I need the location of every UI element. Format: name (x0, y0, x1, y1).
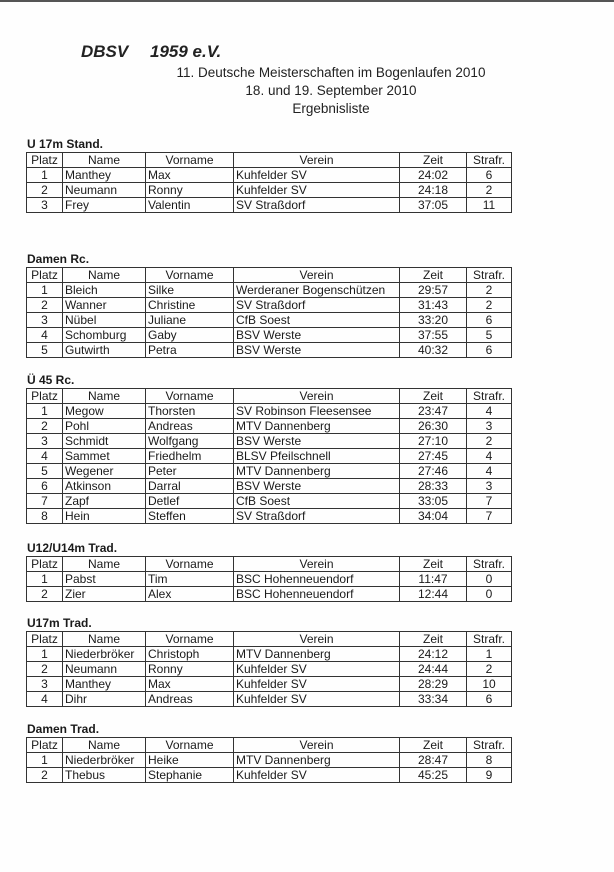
column-header-strafr: Strafr. (467, 557, 512, 572)
section-title: Damen Rc. (27, 252, 90, 266)
cell-verein: Werderaner Bogenschützen (234, 283, 400, 298)
cell-strafr: 10 (467, 677, 512, 692)
table-row (27, 183, 512, 198)
cell-verein: CfB Soest (234, 313, 400, 328)
column-header-platz: Platz (27, 389, 63, 404)
column-header-verein: Verein (234, 557, 400, 572)
cell-platz: 2 (27, 587, 63, 602)
cell-zeit: 40:32 (400, 343, 467, 358)
cell-name: Nübel (63, 313, 146, 328)
cell-zeit: 28:33 (400, 479, 467, 494)
cell-name: Megow (63, 404, 146, 419)
cell-vorname: Christine (146, 298, 234, 313)
event-title: 11. Deutsche Meisterschaften im Bogenlaufen 2010 (176, 65, 486, 80)
table-row (27, 449, 512, 464)
section-title: U 17m Stand. (27, 137, 104, 151)
results-table (26, 737, 512, 783)
cell-name: Bleich (63, 283, 146, 298)
cell-strafr: 6 (467, 692, 512, 707)
cell-zeit: 12:44 (400, 587, 467, 602)
table-row (27, 328, 512, 343)
cell-verein: SV Robinson Fleesensee (234, 404, 400, 419)
cell-name: Neumann (63, 662, 146, 677)
cell-strafr: 3 (467, 419, 512, 434)
org-founding: 1959 e.V. (150, 42, 222, 61)
cell-platz: 5 (27, 343, 63, 358)
cell-platz: 4 (27, 692, 63, 707)
table-header-row (27, 738, 512, 753)
cell-zeit: 24:44 (400, 662, 467, 677)
table-row (27, 768, 512, 783)
cell-strafr: 6 (467, 313, 512, 328)
cell-vorname: Andreas (146, 692, 234, 707)
table-header-row (27, 153, 512, 168)
cell-strafr: 11 (467, 198, 512, 213)
table-row (27, 662, 512, 677)
cell-platz: 1 (27, 283, 63, 298)
cell-verein: BSC Hohenneuendorf (234, 587, 400, 602)
cell-zeit: 27:46 (400, 464, 467, 479)
cell-verein: MTV Dannenberg (234, 419, 400, 434)
column-header-vorname: Vorname (146, 153, 234, 168)
column-header-verein: Verein (234, 153, 400, 168)
cell-strafr: 7 (467, 509, 512, 524)
column-header-name: Name (63, 557, 146, 572)
cell-vorname: Steffen (146, 509, 234, 524)
cell-verein: BSV Werste (234, 434, 400, 449)
results-section (26, 722, 511, 783)
cell-platz: 7 (27, 494, 63, 509)
column-header-verein: Verein (234, 632, 400, 647)
cell-name: Manthey (63, 677, 146, 692)
cell-zeit: 26:30 (400, 419, 467, 434)
column-header-name: Name (63, 268, 146, 283)
column-header-platz: Platz (27, 153, 63, 168)
cell-strafr: 6 (467, 168, 512, 183)
cell-vorname: Friedhelm (146, 449, 234, 464)
results-section (26, 616, 511, 707)
cell-vorname: Petra (146, 343, 234, 358)
section-title: Damen Trad. (27, 722, 100, 736)
cell-vorname: Thorsten (146, 404, 234, 419)
cell-zeit: 11:47 (400, 572, 467, 587)
cell-name: Pabst (63, 572, 146, 587)
cell-strafr: 0 (467, 587, 512, 602)
cell-name: Wanner (63, 298, 146, 313)
cell-verein: BSC Hohenneuendorf (234, 572, 400, 587)
cell-name: Zapf (63, 494, 146, 509)
cell-platz: 5 (27, 464, 63, 479)
cell-vorname: Wolfgang (146, 434, 234, 449)
cell-name: Schomburg (63, 328, 146, 343)
column-header-strafr: Strafr. (467, 632, 512, 647)
table-row (27, 283, 512, 298)
column-header-vorname: Vorname (146, 389, 234, 404)
event-date: 18. und 19. September 2010 (245, 83, 417, 98)
cell-platz: 8 (27, 509, 63, 524)
cell-platz: 2 (27, 662, 63, 677)
results-table (26, 267, 512, 358)
cell-platz: 3 (27, 677, 63, 692)
table-row (27, 419, 512, 434)
cell-zeit: 45:25 (400, 768, 467, 783)
column-header-name: Name (63, 389, 146, 404)
cell-zeit: 24:02 (400, 168, 467, 183)
cell-zeit: 34:04 (400, 509, 467, 524)
column-header-zeit: Zeit (400, 557, 467, 572)
section-title: Ü 45 Rc. (27, 373, 75, 387)
cell-zeit: 33:34 (400, 692, 467, 707)
table-row (27, 572, 512, 587)
cell-verein: Kuhfelder SV (234, 768, 400, 783)
cell-verein: Kuhfelder SV (234, 662, 400, 677)
document-title: Ergebnisliste (292, 101, 370, 116)
table-row (27, 509, 512, 524)
cell-zeit: 28:29 (400, 677, 467, 692)
cell-zeit: 37:55 (400, 328, 467, 343)
table-row (27, 587, 512, 602)
cell-strafr: 2 (467, 183, 512, 198)
cell-platz: 2 (27, 419, 63, 434)
cell-platz: 1 (27, 404, 63, 419)
column-header-verein: Verein (234, 268, 400, 283)
cell-verein: SV Straßdorf (234, 198, 400, 213)
column-header-strafr: Strafr. (467, 268, 512, 283)
cell-platz: 2 (27, 768, 63, 783)
table-row (27, 168, 512, 183)
cell-vorname: Andreas (146, 419, 234, 434)
column-header-zeit: Zeit (400, 153, 467, 168)
column-header-zeit: Zeit (400, 632, 467, 647)
cell-verein: Kuhfelder SV (234, 677, 400, 692)
cell-verein: BSV Werste (234, 343, 400, 358)
cell-zeit: 33:20 (400, 313, 467, 328)
cell-strafr: 2 (467, 283, 512, 298)
column-header-vorname: Vorname (146, 738, 234, 753)
cell-name: Atkinson (63, 479, 146, 494)
cell-verein: BSV Werste (234, 479, 400, 494)
section-title: U12/U14m Trad. (27, 541, 118, 555)
org-abbrev: DBSV (81, 42, 129, 61)
column-header-strafr: Strafr. (467, 738, 512, 753)
table-row (27, 494, 512, 509)
column-header-vorname: Vorname (146, 632, 234, 647)
cell-strafr: 2 (467, 662, 512, 677)
cell-vorname: Alex (146, 587, 234, 602)
cell-platz: 4 (27, 449, 63, 464)
org-name (81, 42, 222, 62)
cell-platz: 2 (27, 298, 63, 313)
cell-vorname: Heike (146, 753, 234, 768)
table-row (27, 692, 512, 707)
cell-zeit: 29:57 (400, 283, 467, 298)
results-section (26, 541, 511, 602)
column-header-platz: Platz (27, 632, 63, 647)
cell-zeit: 24:12 (400, 647, 467, 662)
table-header-row (27, 557, 512, 572)
column-header-verein: Verein (234, 738, 400, 753)
table-row (27, 677, 512, 692)
cell-strafr: 3 (467, 479, 512, 494)
cell-verein: SV Straßdorf (234, 298, 400, 313)
cell-strafr: 4 (467, 464, 512, 479)
column-header-zeit: Zeit (400, 268, 467, 283)
cell-name: Hein (63, 509, 146, 524)
cell-strafr: 9 (467, 768, 512, 783)
table-row (27, 298, 512, 313)
results-table (26, 152, 512, 213)
scan-top-edge (0, 0, 614, 2)
cell-verein: CfB Soest (234, 494, 400, 509)
cell-name: Frey (63, 198, 146, 213)
cell-name: Sammet (63, 449, 146, 464)
cell-platz: 1 (27, 572, 63, 587)
cell-name: Niederbröker (63, 647, 146, 662)
cell-zeit: 27:10 (400, 434, 467, 449)
cell-verein: MTV Dannenberg (234, 647, 400, 662)
table-row (27, 404, 512, 419)
results-section (26, 137, 511, 213)
cell-vorname: Ronny (146, 183, 234, 198)
column-header-zeit: Zeit (400, 738, 467, 753)
column-header-vorname: Vorname (146, 557, 234, 572)
column-header-name: Name (63, 153, 146, 168)
cell-vorname: Max (146, 168, 234, 183)
cell-name: Manthey (63, 168, 146, 183)
column-header-verein: Verein (234, 389, 400, 404)
cell-strafr: 2 (467, 434, 512, 449)
cell-platz: 1 (27, 753, 63, 768)
cell-vorname: Gaby (146, 328, 234, 343)
cell-verein: Kuhfelder SV (234, 692, 400, 707)
cell-verein: BSV Werste (234, 328, 400, 343)
cell-strafr: 7 (467, 494, 512, 509)
cell-vorname: Stephanie (146, 768, 234, 783)
cell-name: Zier (63, 587, 146, 602)
cell-verein: SV Straßdorf (234, 509, 400, 524)
cell-name: Thebus (63, 768, 146, 783)
cell-platz: 2 (27, 183, 63, 198)
table-row (27, 434, 512, 449)
column-header-name: Name (63, 738, 146, 753)
section-title: U17m Trad. (27, 616, 92, 630)
cell-vorname: Darral (146, 479, 234, 494)
cell-name: Wegener (63, 464, 146, 479)
table-row (27, 198, 512, 213)
column-header-strafr: Strafr. (467, 389, 512, 404)
cell-strafr: 6 (467, 343, 512, 358)
table-row (27, 753, 512, 768)
cell-zeit: 37:05 (400, 198, 467, 213)
cell-name: Neumann (63, 183, 146, 198)
table-row (27, 464, 512, 479)
cell-verein: Kuhfelder SV (234, 168, 400, 183)
cell-strafr: 5 (467, 328, 512, 343)
results-table (26, 631, 512, 707)
cell-name: Schmidt (63, 434, 146, 449)
results-table (26, 388, 512, 524)
cell-vorname: Juliane (146, 313, 234, 328)
results-section (26, 252, 511, 358)
column-header-name: Name (63, 632, 146, 647)
table-header-row (27, 389, 512, 404)
results-table (26, 556, 512, 602)
cell-zeit: 24:18 (400, 183, 467, 198)
cell-verein: BLSV Pfeilschnell (234, 449, 400, 464)
cell-vorname: Silke (146, 283, 234, 298)
cell-zeit: 31:43 (400, 298, 467, 313)
cell-zeit: 23:47 (400, 404, 467, 419)
cell-platz: 4 (27, 328, 63, 343)
cell-name: Dihr (63, 692, 146, 707)
table-row (27, 647, 512, 662)
column-header-strafr: Strafr. (467, 153, 512, 168)
cell-vorname: Ronny (146, 662, 234, 677)
cell-platz: 3 (27, 434, 63, 449)
table-row (27, 313, 512, 328)
cell-zeit: 28:47 (400, 753, 467, 768)
cell-name: Pohl (63, 419, 146, 434)
cell-verein: MTV Dannenberg (234, 464, 400, 479)
column-header-platz: Platz (27, 738, 63, 753)
table-row (27, 479, 512, 494)
cell-platz: 1 (27, 168, 63, 183)
table-header-row (27, 632, 512, 647)
cell-verein: MTV Dannenberg (234, 753, 400, 768)
cell-platz: 1 (27, 647, 63, 662)
table-header-row (27, 268, 512, 283)
cell-vorname: Christoph (146, 647, 234, 662)
cell-strafr: 8 (467, 753, 512, 768)
results-section (26, 373, 511, 524)
cell-strafr: 1 (467, 647, 512, 662)
cell-vorname: Tim (146, 572, 234, 587)
cell-name: Niederbröker (63, 753, 146, 768)
cell-vorname: Detlef (146, 494, 234, 509)
cell-vorname: Max (146, 677, 234, 692)
column-header-vorname: Vorname (146, 268, 234, 283)
cell-name: Gutwirth (63, 343, 146, 358)
cell-strafr: 4 (467, 404, 512, 419)
cell-strafr: 2 (467, 298, 512, 313)
column-header-platz: Platz (27, 557, 63, 572)
cell-zeit: 27:45 (400, 449, 467, 464)
cell-strafr: 4 (467, 449, 512, 464)
table-row (27, 343, 512, 358)
cell-platz: 3 (27, 198, 63, 213)
column-header-platz: Platz (27, 268, 63, 283)
cell-platz: 3 (27, 313, 63, 328)
cell-verein: Kuhfelder SV (234, 183, 400, 198)
cell-zeit: 33:05 (400, 494, 467, 509)
cell-platz: 6 (27, 479, 63, 494)
cell-strafr: 0 (467, 572, 512, 587)
column-header-zeit: Zeit (400, 389, 467, 404)
cell-vorname: Peter (146, 464, 234, 479)
cell-vorname: Valentin (146, 198, 234, 213)
